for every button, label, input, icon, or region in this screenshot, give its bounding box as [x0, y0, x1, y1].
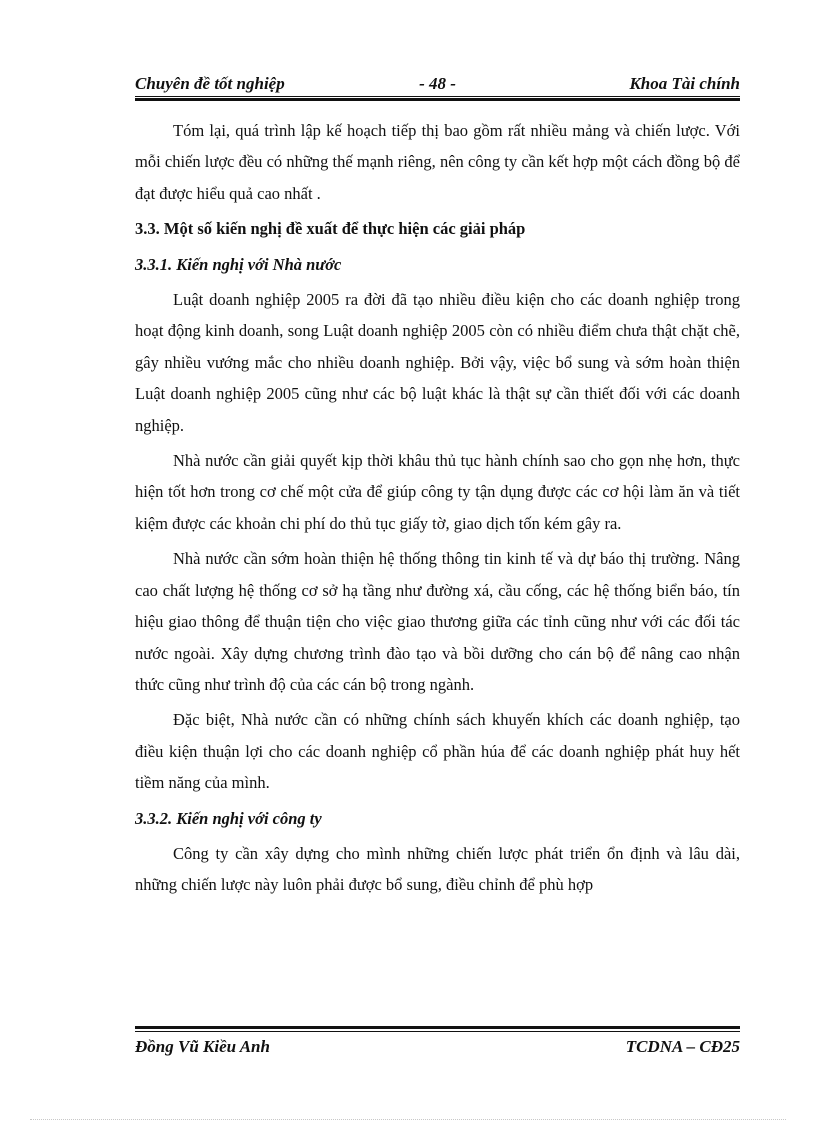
header-rule-thick — [135, 98, 740, 101]
header-faculty: Khoa Tài chính — [629, 74, 740, 93]
paragraph-summary: Tóm lại, quá trình lập kế hoạch tiếp thị bao gồm rất nhiều mảng và chiến lược. Với mỗi chiến lược đều có những thế mạnh riêng, nên công ty cần kết hợp một cách đồng bộ để đạt được hiểu quả cao nhất . — [135, 121, 740, 203]
subsection-heading-3-3-2: 3.3.2. Kiến nghị với công ty — [135, 808, 322, 828]
paragraph-administrative-procedures: Nhà nước cần giải quyết kịp thời khâu thủ tục hành chính sao cho gọn nhẹ hơn, thực hiện tốt hơn trong cơ chế một cửa để giúp công ty tận dụng được các cơ hội làm ăn và tiết kiệm được các khoản chi phí do thủ tục giấy tờ, giao dịch tốn kém gây ra. — [135, 451, 740, 533]
footer-class-code: TCDNA – CĐ25 — [625, 1037, 740, 1056]
page-footer — [135, 1037, 740, 1061]
page-body — [135, 115, 740, 901]
page-number: - 48 - — [419, 74, 456, 93]
section-heading-3-3: 3.3. Một số kiến nghị đề xuất để thực hiện các giải pháp — [135, 219, 526, 239]
paragraph-enterprise-law: Luật doanh nghiệp 2005 ra đời đã tạo nhiều điều kiện cho các doanh nghiệp trong hoạt động kinh doanh, song Luật doanh nghiệp 2005 còn có nhiều điểm chưa thật chặt chẽ, gây nhiều vướng mắc cho nhiều doanh nghiệp. Bởi vậy, việc bổ sung và sớm hoàn thiện Luật doanh nghiệp 2005 cũng như các bộ luật khác là thật sự cần thiết đối với các doanh nghiệp. — [135, 290, 740, 435]
footer-rule-thick — [135, 1026, 740, 1029]
subsection-heading-3-3-1: 3.3.1. Kiến nghị với Nhà nước — [135, 254, 342, 274]
paragraph-information-system: Nhà nước cần sớm hoàn thiện hệ thống thông tin kinh tế và dự báo thị trường. Nâng cao chất lượng hệ thống cơ sở hạ tầng như đường xá, cầu cống, các hệ thống biển báo, tín hiệu giao thông để thuận tiện cho việc giao thương giữa các tỉnh cũng như với các đối tác nước ngoài. Xây dựng chương trình đào tạo và bồi dưỡng cho cán bộ để nâng cao nhận thức cũng như trình độ của các cán bộ trong ngành. — [135, 549, 740, 694]
header-document-type: Chuyên đề tốt nghiệp — [135, 74, 285, 93]
paragraph-incentive-policies: Đặc biệt, Nhà nước cần có những chính sách khuyến khích các doanh nghiệp, tạo điều kiện thuận lợi cho các doanh nghiệp cổ phần húa để các doanh nghiệp phát huy hết tiềm năng của mình. — [135, 710, 740, 793]
header-rule-thin — [135, 96, 740, 97]
footer-author: Đồng Vũ Kiều Anh — [135, 1037, 270, 1056]
page-header — [135, 72, 740, 96]
paragraph-company-strategy: Công ty cần xây dựng cho mình những chiến lược phát triển ổn định và lâu dài, những chiến lược này luôn phải được bổ sung, điều chỉnh để phù hợp — [135, 843, 740, 895]
footer-rule-thin — [135, 1031, 740, 1032]
page-edge-divider — [30, 1119, 786, 1120]
